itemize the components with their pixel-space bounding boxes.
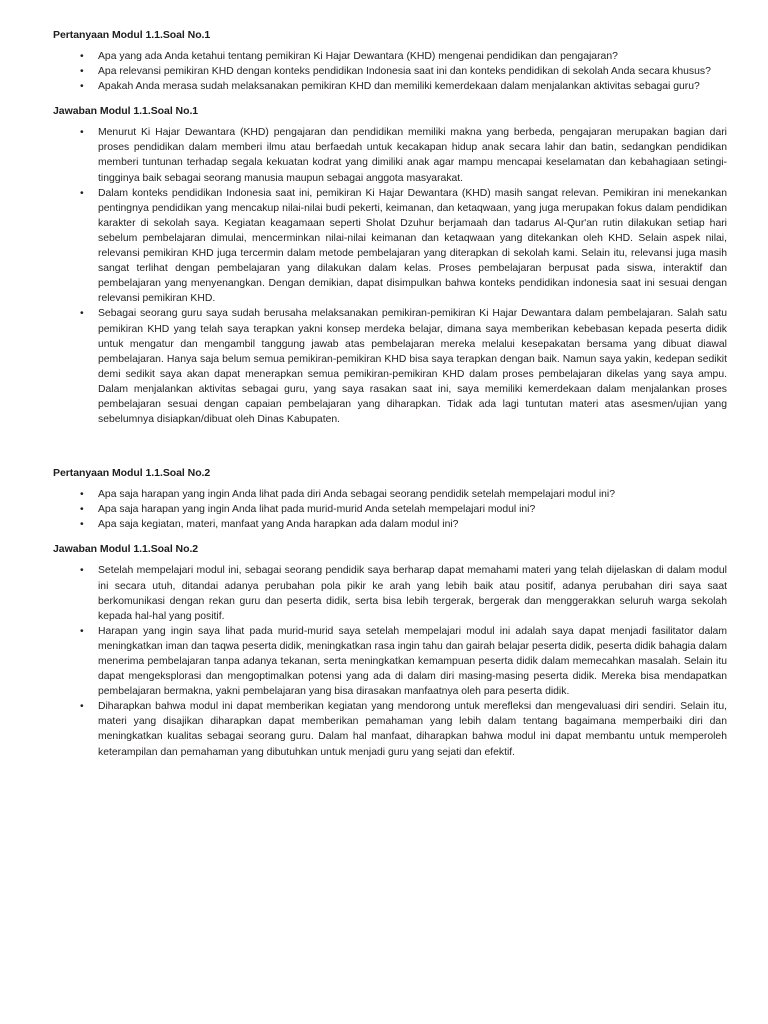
spacer	[53, 427, 727, 466]
section-heading-jawaban-2: Jawaban Modul 1.1.Soal No.2	[53, 543, 199, 556]
bullet-icon: •	[80, 51, 84, 62]
document-body	[53, 28, 727, 760]
bullet-list-pertanyaan-2	[53, 487, 727, 532]
bullet-list-pertanyaan-1	[53, 49, 727, 94]
list-item	[53, 125, 727, 185]
bullet-icon: •	[80, 625, 84, 637]
section-heading-pertanyaan-1: Pertanyaan Modul 1.1.Soal No.1	[53, 29, 211, 41]
bullet-icon: •	[80, 66, 84, 78]
list-item-text: Apa yang ada Anda ketahui tentang pemikiran Ki Hajar Dewantara (KHD) mengenai pendidikan dan pengajaran?	[98, 51, 618, 62]
bullet-list-jawaban-2	[53, 563, 727, 759]
bullet-icon: •	[80, 701, 84, 713]
bullet-icon: •	[80, 81, 84, 93]
bullet-icon: •	[80, 127, 84, 139]
bullet-list-jawaban-1	[53, 125, 727, 427]
spacer	[53, 532, 727, 542]
list-item-text: Apa saja harapan yang ingin Anda lihat pada murid-murid Anda setelah mempelajari modul ini?	[98, 504, 536, 516]
bullet-icon: •	[80, 187, 84, 199]
list-item	[53, 49, 727, 64]
list-item	[53, 699, 727, 759]
list-item-text: Harapan yang ingin saya lihat pada murid-murid saya setelah mempelajari modul ini adalah saya dapat menjadi fasilitator dalam meningkatkan iman dan taqwa peserta didik, meningkatkan rasa ingin tahu dan gairah belajar peserta didik, peserta didik bahagia dalam menerima pembelajaran tanpa adanya tekanan, serta meningkatkan kemampuan peserta didik dalam memecahkan masalah. Selain itu dapat mengeksplorasi dan mengoptimalkan potensi yang ada di dalam diri masing-masing peserta didik. Mereka bisa mendapatkan pembelajaran bermakna, yakni pembelajaran yang bisa dirasakan manfaatnya oleh para peserta didik.	[98, 625, 727, 698]
bullet-icon: •	[80, 489, 84, 501]
bullet-icon: •	[80, 519, 84, 531]
list-item	[53, 502, 727, 517]
list-item-text: Dalam konteks pendidikan Indonesia saat ini, pemikiran Ki Hajar Dewantara (KHD) masih sangat relevan. Pemikiran ini menekankan pentingnya pendidikan yang mencakup nilai-nilai budi pekerti, keimanan, dan ketaqwaan, yang juga merupakan fokus dalam pendidikan karakter di sekolah saya. Kegiatan keagamaan seperti Sholat Dzuhur berjamaah dan tadarus Al-Qur'an rutin dilakukan setiap hari sebelum pembelajaran dimulai, mencerminkan nilai-nilai keimanan dan ketaqwaan yang ditekankan oleh KHD. Selain aspek nilai, relevansi pemikiran KHD juga tercermin dalam metode pembelajaran yang diterapkan di sekolah kami. Selain itu, relevansi juga masih sangat terlihat dengan pembelajaran yang dilakukan dalam kelas. Proses pembelajaran berpusat pada siswa, interaktif dan pembelajaran yang menyenangkan. Dengan demikian, dapat disimpulkan bahwa konteks pendidikan indonesia saat ini sesuai dengan relevansi pemikiran KHD.	[98, 187, 727, 305]
list-item-text: Setelah mempelajari modul ini, sebagai seorang pendidik saya berharap dapat memahami materi yang telah dijelaskan di dalam modul ini secara utuh, ditandai adanya perubahan pola pikir ke arah yang lebih baik atau positif, adanya perubahan diri saya saat berkomunikasi dengan rekan guru dan peserta didik, serta bisa lebih tergerak, bergerak dan menggerakkan seluruh warga sekolah kepada hal-hal yang positif.	[98, 565, 727, 622]
list-item	[53, 79, 727, 94]
list-item-text: Apa saja kegiatan, materi, manfaat yang Anda harapkan ada dalam modul ini?	[98, 519, 459, 531]
list-item-text: Apa relevansi pemikiran KHD dengan konteks pendidikan Indonesia saat ini dan konteks pendidikan di sekolah Anda secara khusus?	[98, 66, 711, 78]
list-item-text: Diharapkan bahwa modul ini dapat memberikan kegiatan yang mendorong untuk merefleksi dan mengevaluasi diri sendiri. Selain itu, materi yang disajikan diharapkan dapat memberikan pemahaman yang lebih dalam tentang bagaimana memperbaiki diri dan meningkatkan kualitas sebagai seorang guru. Dalam hal manfaat, diharapkan bahwa modul ini dapat membantu untuk memperoleh keterampilan dan pemahaman yang dibutuhkan untuk menjadi guru yang sejati dan efektif.	[98, 701, 727, 758]
list-item	[53, 563, 727, 623]
section-heading-jawaban-1: Jawaban Modul 1.1.Soal No.1	[53, 105, 199, 118]
list-item	[53, 624, 727, 699]
list-item-text: Apa saja harapan yang ingin Anda lihat pada diri Anda sebagai seorang pendidik setelah mempelajari modul ini?	[98, 489, 615, 501]
list-item	[53, 517, 727, 532]
spacer	[53, 94, 727, 104]
bullet-icon: •	[80, 565, 84, 577]
list-item	[53, 487, 727, 502]
list-item	[53, 186, 727, 307]
section-heading-pertanyaan-2: Pertanyaan Modul 1.1.Soal No.2	[53, 467, 211, 480]
list-item	[53, 306, 727, 427]
list-item-text: Menurut Ki Hajar Dewantara (KHD) pengajaran dan pendidikan memiliki makna yang berbeda, pengajaran merupakan bagian dari proses pendidikan dalam memberi ilmu atau berfaedah untuk kecakapan hidup anak secara lahir dan batin, sedangkan pendidikan memberi tuntunan terhadap segala kekuatan kodrat yang dimiliki anak agar mampu mencapai keselamatan dan kebahagiaan setingi-tingginya baik sebagai seorang manusia maupun sebagai anggota masyarakat.	[98, 127, 727, 184]
list-item	[53, 64, 727, 79]
list-item-text: Sebagai seorang guru saya sudah berusaha melaksanakan pemikiran-pemikiran Ki Hajar Dewantara dalam pembelajaran. Salah satu pemikiran KHD yang telah saya terapkan yakni konsep merdeka belajar, dimana saya memberikan kebebasan kepada peserta didik untuk mengatur dan mengambil tanggung jawab atas pembelajaran mereka melalui kesepakatan bersama yang dibuat diawal pembelajaran. Hanya saja belum semua pemikiran-pemikiran KHD bisa saya terapkan dengan baik. Namun saya yakin, kedepan sedikit demi sedikit saya akan dapat menerapkan semua pemikiran-pemikiran KHD dalam proses pembelajaran dikelas yang saya ampu. Dalam menjalankan aktivitas sebagai guru, yang saya rasakan saat ini, saya memiliki kemerdekaan dalam menjalankan proses pembelajaran sesuai dengan capaian pembelajaran yang diharapkan. Tidak ada lagi tuntutan materi atas asesmen/ujian yang sebelumnya disiapkan/dibuat oleh Dinas Kabupaten.	[98, 308, 727, 426]
bullet-icon: •	[80, 308, 84, 320]
list-item-text: Apakah Anda merasa sudah melaksanakan pemikiran KHD dan memiliki kemerdekaan dalam menjalankan aktivitas sebagai guru?	[98, 81, 700, 93]
bullet-icon: •	[80, 504, 84, 516]
